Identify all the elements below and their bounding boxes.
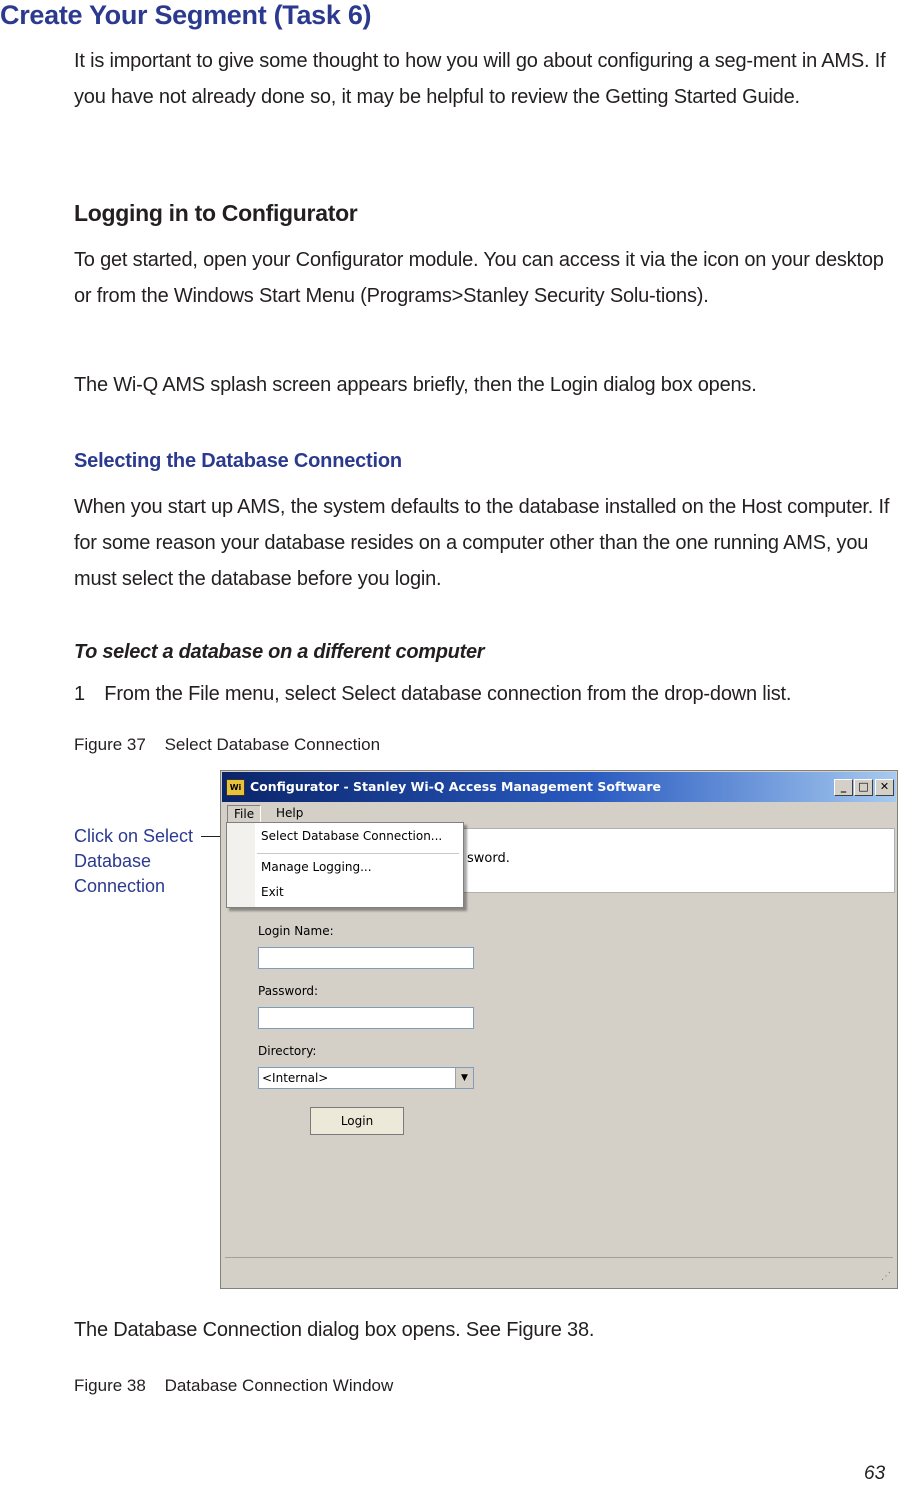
callout-line-2: Database (74, 851, 152, 871)
sub-paragraph: When you start up AMS, the system defaults to the database installed on the Host computer. If for some reason your database resides on a computer other than the one running AMS, you must select the database before you login. (74, 496, 890, 590)
menu-item-exit[interactable]: Exit (261, 885, 284, 899)
figure-label: Figure 37 (74, 735, 146, 754)
page-number: 63 (864, 1463, 886, 1484)
subheading: Selecting the Database Connection (74, 450, 402, 472)
figure-title: Select Database Connection (164, 735, 381, 754)
maximize-button[interactable]: □ (854, 779, 873, 796)
callout-text (74, 824, 193, 899)
password-label: Password: (258, 984, 319, 998)
login-button[interactable]: Login (310, 1107, 404, 1135)
section-heading: Logging in to Configurator (74, 200, 358, 226)
app-icon: Wi (226, 779, 245, 796)
menu-help[interactable]: Help (276, 806, 304, 820)
close-button[interactable]: ✕ (875, 779, 894, 796)
password-input[interactable] (258, 1007, 474, 1029)
directory-value: <Internal> (262, 1071, 329, 1085)
window-title: Configurator - Stanley Wi-Q Access Management Software (250, 779, 661, 794)
figure-38-caption (74, 1376, 393, 1396)
menu-item-select-database-connection[interactable]: Select Database Connection... (261, 829, 443, 843)
callout-line-1: Click on Select (74, 826, 194, 846)
menu-separator (257, 853, 459, 854)
login-name-label: Login Name: (258, 924, 334, 938)
figure-title: Database Connection Window (164, 1376, 394, 1395)
step-number: 1 (74, 683, 85, 705)
section-paragraph-2: The Wi-Q AMS splash screen appears briefly, then the Login dialog box opens. (74, 374, 757, 396)
resize-grip-icon[interactable]: ⋰ (881, 1271, 891, 1282)
procedure-heading: To select a database on a different computer (74, 641, 485, 663)
banner-text: sword. (467, 851, 510, 866)
directory-label: Directory: (258, 1044, 317, 1058)
callout-line-3: Connection (74, 876, 166, 896)
file-dropdown-menu (226, 822, 464, 908)
page-title: Create Your Segment (Task 6) (0, 0, 372, 30)
configurator-window (220, 770, 898, 1289)
directory-select[interactable] (258, 1067, 474, 1089)
window-titlebar[interactable] (222, 772, 896, 802)
step-text: From the File menu, select Select database connection from the drop-down list. (104, 683, 792, 705)
figure-37-caption (74, 735, 380, 755)
status-bar (225, 1257, 893, 1284)
chevron-down-icon[interactable]: ▼ (455, 1068, 473, 1088)
minimize-button[interactable]: _ (834, 779, 853, 796)
step-1 (74, 683, 791, 706)
menu-file[interactable]: File (227, 805, 261, 823)
figure-label: Figure 38 (74, 1376, 146, 1395)
menu-item-manage-logging[interactable]: Manage Logging... (261, 860, 372, 874)
login-name-input[interactable] (258, 947, 474, 969)
after-figure-paragraph: The Database Connection dialog box opens. See Figure 38. (74, 1319, 595, 1341)
intro-paragraph: It is important to give some thought to how you will go about configuring a seg-ment in AMS. If you have not already done so, it may be helpful to review the Getting Started Guide. (74, 50, 886, 108)
section-paragraph-1: To get started, open your Configurator module. You can access it via the icon on your desktop or from the Windows Start Menu (Programs>Stanley Security Solu-tions). (74, 249, 884, 307)
menu-icon-strip (227, 823, 255, 907)
